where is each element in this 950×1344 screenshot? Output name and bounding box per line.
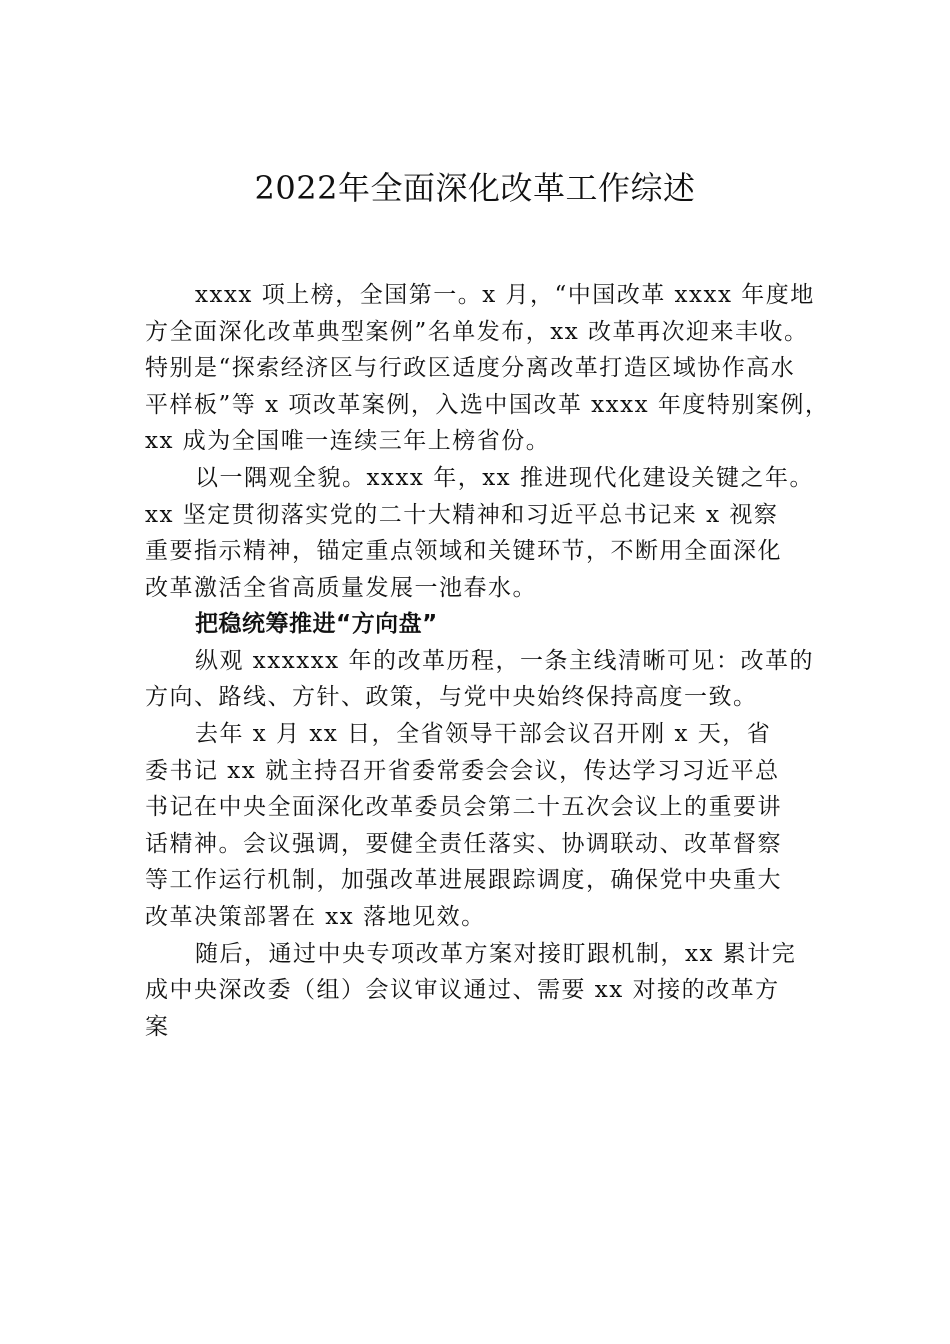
document-title: 2022年全面深化改革工作综述: [254, 169, 696, 207]
paragraph-line: 案: [145, 1013, 170, 1040]
paragraph-line: 重要指示精神，锚定重点领域和关键环节，不断用全面深化: [145, 538, 782, 565]
paragraph-3: [145, 643, 835, 716]
paragraph-line: 改革激活全省高质量发展一池春水。: [145, 574, 537, 601]
paragraph-line: 随后，通过中央专项改革方案对接盯跟机制，xx 累计完: [195, 940, 797, 967]
paragraph-line: 以一隅观全貌。xxxx 年，xx 推进现代化建设关键之年。: [195, 464, 814, 491]
paragraph-line: 特别是“探索经济区与行政区适度分离改革打造区域协作高水: [145, 355, 796, 382]
paragraph-line: 方全面深化改革典型案例”名单发布，xx 改革再次迎来丰收。: [145, 318, 809, 345]
paragraph-4: [145, 716, 835, 936]
paragraph-line: xx 成为全国唯一连续三年上榜省份。: [145, 428, 551, 455]
section-heading: 把稳统筹推进“方向盘”: [195, 611, 438, 638]
paragraph-line: 等工作运行机制，加强改革进展跟踪调度，确保党中央重大: [145, 867, 782, 894]
paragraph-line: 去年 x 月 xx 日，全省领导干部会议召开刚 x 天，省: [195, 721, 772, 748]
paragraph-5: [145, 936, 835, 1046]
paragraph-line: 平样板”等 x 项改革案例，入选中国改革 xxxx 年度特别案例，: [145, 391, 830, 418]
paragraph-line: 改革决策部署在 xx 落地见效。: [145, 904, 486, 930]
paragraph-line: 纵观 xxxxxx 年的改革历程，一条主线清晰可见：改革的: [195, 647, 814, 674]
paragraph-line: xx 坚定贯彻落实党的二十大精神和习近平总书记来 x 视察: [145, 501, 779, 528]
paragraph-2: [145, 460, 835, 606]
paragraph-line: 方向、路线、方针、政策，与党中央始终保持高度一致。: [145, 684, 758, 711]
paragraph-line: 委书记 xx 就主持召开省委常委会会议，传达学习习近平总: [145, 757, 780, 784]
paragraph-line: 书记在中央全面深化改革委员会第二十五次会议上的重要讲: [145, 794, 782, 821]
paragraph-1: [145, 277, 835, 460]
paragraph-line: xxxx 项上榜，全国第一。x 月，“中国改革 xxxx 年度地: [195, 282, 815, 308]
document-body: [145, 277, 835, 1045]
paragraph-line: 话精神。会议强调，要健全责任落实、协调联动、改革督察: [145, 830, 782, 857]
paragraph-line: 成中央深改委（组）会议审议通过、需要 xx 对接的改革方: [145, 977, 780, 1004]
